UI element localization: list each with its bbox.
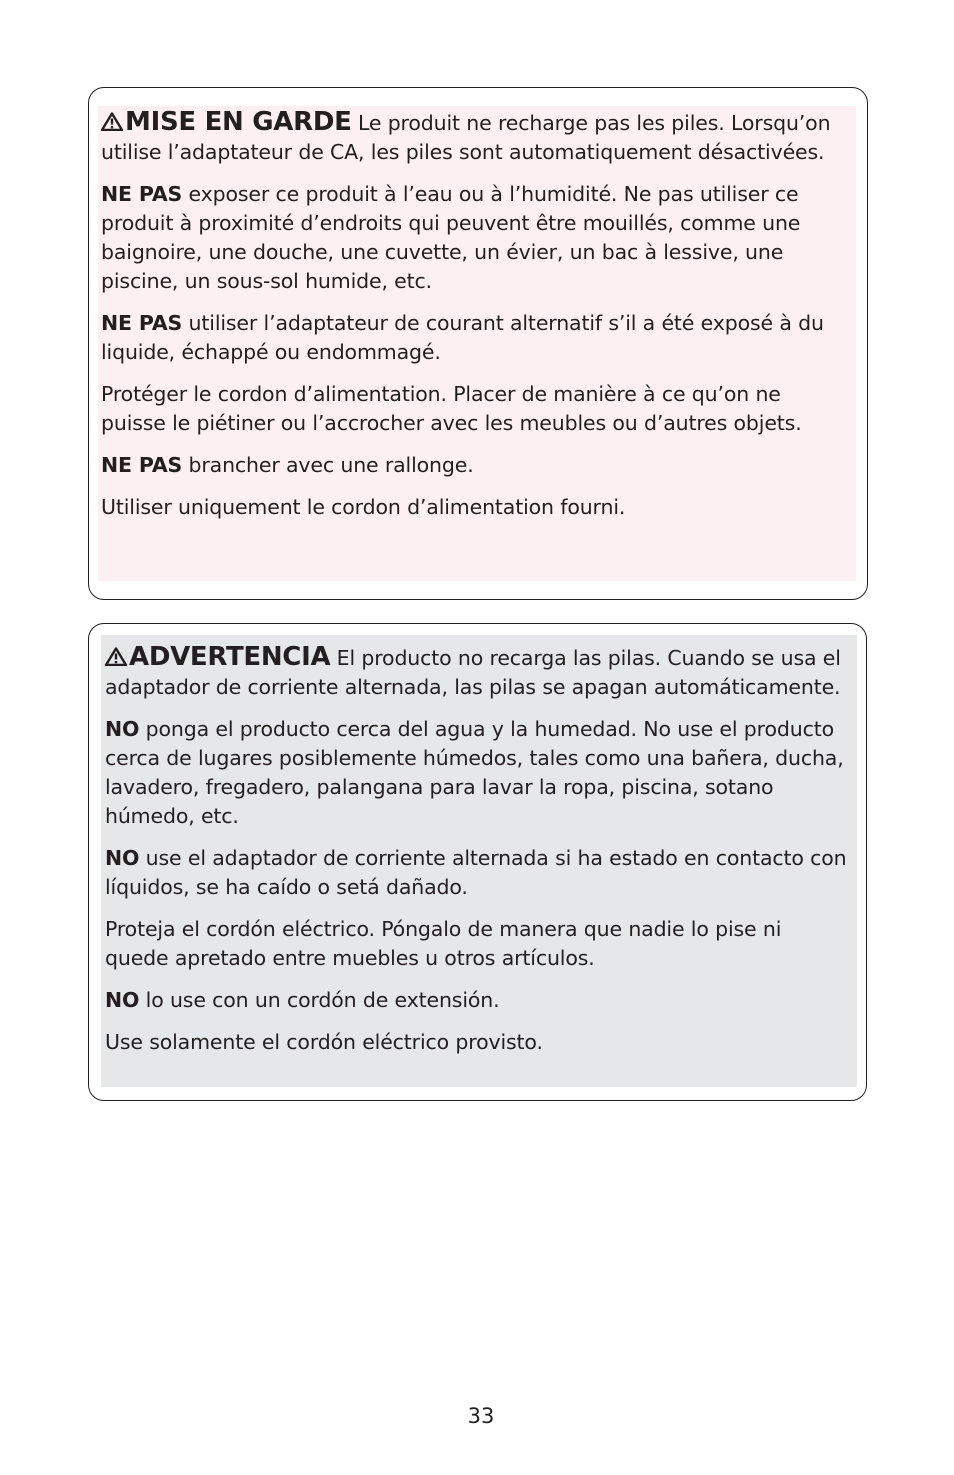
spanish-extension-text: lo use con un cordón de extensión. (139, 988, 500, 1012)
french-warning-content (98, 106, 856, 581)
spanish-extension-lead: NO (105, 988, 140, 1012)
spanish-water-text: ponga el producto cerca del agua y la humedad. No use el producto cerca de lugares posiblemente húmedos, tales como una bañera, ducha, lavadero, fregadero, palangana para lavar la ropa, piscina, sotano húmedo, etc. (105, 717, 844, 828)
french-warning-intro (101, 108, 848, 167)
french-cord-protect: Protéger le cordon d’alimentation. Placer de manière à ce qu’on ne puisse le piétiner ou l’accrocher avec les meubles ou d’autres objets. (101, 382, 802, 435)
spanish-extension-warning (105, 986, 849, 1015)
spanish-warning-content (101, 635, 857, 1087)
french-adapter-warning (101, 309, 848, 367)
french-adapter-lead: NE PAS (101, 311, 183, 335)
french-extension-text: brancher avec une rallonge. (182, 453, 474, 477)
spanish-water-lead: NO (105, 717, 140, 741)
french-adapter-text: utiliser l’adaptateur de courant alternatif s’il a été exposé à du liquide, échappé ou endommagé. (101, 311, 824, 364)
spanish-warning-heading: ADVERTENCIA (129, 642, 331, 672)
french-supplied-cord: Utiliser uniquement le cordon d’alimentation fourni. (101, 495, 626, 519)
french-warning-heading: MISE EN GARDE (125, 107, 352, 137)
spanish-warning-intro (105, 643, 849, 702)
french-extension-warning (101, 451, 848, 480)
french-water-text: exposer ce produit à l’eau ou à l’humidité. Ne pas utiliser ce produit à proximité d’endroits qui peuvent être mouillés, comme une baignoire, une douche, une cuvette, un évier, un bac à lessive, une piscine, un sous-sol humide, etc. (101, 182, 801, 293)
french-water-warning (101, 180, 848, 296)
french-warning-intro-text: Le produit ne recharge pas les piles. Lorsqu’on utilise l’adaptateur de CA, les piles sont automatiquement désactivées. (101, 111, 831, 164)
warning-triangle-icon (105, 647, 127, 666)
spanish-water-warning (105, 715, 849, 831)
french-warning-box (88, 87, 868, 600)
spanish-supplied-cord: Use solamente el cordón eléctrico provisto. (105, 1030, 543, 1054)
french-extension-lead: NE PAS (101, 453, 183, 477)
spanish-adapter-warning (105, 844, 849, 902)
french-water-lead: NE PAS (101, 182, 183, 206)
spanish-adapter-lead: NO (105, 846, 140, 870)
page-number: 33 (467, 1404, 495, 1428)
spanish-cord-protect: Proteja el cordón eléctrico. Póngalo de manera que nadie lo pise ni quede apretado entre muebles u otros artículos. (105, 917, 782, 970)
spanish-adapter-text: use el adaptador de corriente alternada si ha estado en contacto con líquidos, se ha caído o setá dañado. (105, 846, 847, 899)
spanish-warning-box (88, 623, 867, 1101)
spanish-warning-intro-text: El producto no recarga las pilas. Cuando se usa el adaptador de corriente alternada, las pilas se apagan automáticamente. (105, 646, 841, 699)
warning-triangle-icon (101, 112, 123, 131)
